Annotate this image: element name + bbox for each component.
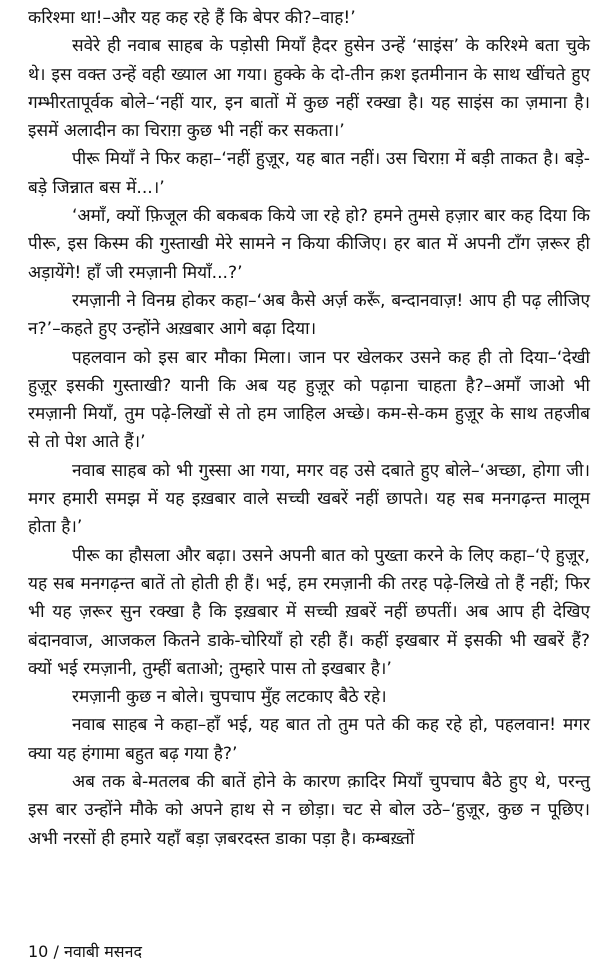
paragraph-10: नवाब साहब ने कहा–हाँ भई, यह बात तो तुम पते की कह रहे हो, पहलवान! मगर क्या यह हंगामा बहुत बढ़ गया है?’ bbox=[28, 715, 590, 764]
page-body bbox=[28, 4, 590, 853]
paragraph-5: रमज़ानी ने विनम्र होकर कहा–‘अब कैसे अर्ज़ करूँ, बन्दानवाज़! आप ही पढ़ लीजिए न?’–कहते हुए उन्होंने अख़बार आगे बढ़ा दिया। bbox=[28, 290, 590, 340]
page-number: 10 bbox=[28, 942, 49, 961]
footer-separator: / bbox=[53, 942, 59, 961]
page-footer bbox=[28, 940, 142, 964]
paragraph-7: नवाब साहब को भी गुस्सा आ गया, मगर वह उसे दबाते हुए बोले–‘अच्छा, होगा जी। मगर हमारी समझ में यह इख़बार वाले सच्ची खबरें नहीं छापते। यह सब मनगढ़न्त मालूम होता है।’ bbox=[28, 460, 590, 538]
book-title: नवाबी मसनद bbox=[63, 942, 142, 961]
paragraph-11: अब तक बे-मतलब की बातें होने के कारण क़ादिर मियाँ चुपचाप बैठे हुए थे, परन्तु इस बार उन्होंने मौके को अपने हाथ से न छोड़ा। चट से बोल उठे–‘हुज़ूर, कुछ न पूछिए। अभी नरसों ही हमारे यहाँ बड़ा ज़बरदस्त डाका पड़ा है। कम्बख़्तों bbox=[28, 772, 590, 849]
paragraph-2: सवेरे ही नवाब साहब के पड़ोसी मियाँ हैदर हुसेन उन्हें ‘साइंस’ के करिश्मे बता चुके थे। इस वक्त उन्हें वही ख्याल आ गया। हुक्के के दो-तीन क़श इतमीनान के साथ खींचते हुए गम्भीरतापूर्वक बोले–‘नहीं यार, इन बातों में कुछ नहीं रक्खा है। यह साइंस का ज़माना है। इसमें अलादीन का चिराग़ कुछ भी नहीं कर सकता।’ bbox=[28, 36, 590, 142]
paragraph-6: पहलवान को इस बार मौका मिला। जान पर खेलकर उसने कह ही तो दिया–‘देखी हुज़ूर इसकी गुस्ताखी? यानी कि अब यह हुज़ूर को पढ़ाना चाहता है?–अमाँ जाओ भी रमज़ानी मियाँ, तुम पढ़े-लिखों से तो हम जाहिल अच्छे। कम-से-कम हुज़ूर के साथ तहजीब से तो पेश आते हैं।’ bbox=[28, 347, 590, 453]
paragraph-8: पीरू का हौसला और बढ़ा। उसने अपनी बात को पुख्ता करने के लिए कहा–‘ऐ हुज़ूर, यह सब मनगढ़न्त बातें तो होती ही हैं। भई, हम रमज़ानी की तरह पढ़े-लिखे तो हैं नहीं; फिर भी यह ज़रूर सुन रक्खा है कि इख़बार में सच्ची ख़बरें नहीं छपतीं। अब आप ही देखिए बंदानवाज, आजकल कितने डाके-चोरियाँ हो रही हैं। कहीं इखबार में इसकी भी खबरें हैं? क्यों भई रमज़ानी, तुम्हीं बताओ; तुम्हारे पास तो इखबार है।’ bbox=[28, 545, 590, 679]
paragraph-3: पीरू मियाँ ने फिर कहा–‘नहीं हुज़ूर, यह बात नहीं। उस चिराग़ में बड़ी ताकत है। बड़े-बड़े जिन्नात बस में...।’ bbox=[28, 149, 590, 198]
paragraph-4: ‘अमाँ, क्यों फ़िजूल की बकबक किये जा रहे हो? हमने तुमसे हज़ार बार कह दिया कि पीरू, इस किस्म की गुस्ताखी मेरे सामने न किया कीजिए। हर बात में अपनी टाँग ज़रूर ही अड़ायेंगे! हाँ जी रमज़ानी मियाँ...?’ bbox=[28, 206, 590, 283]
paragraph-9: रमज़ानी कुछ न बोले। चुपचाप मुँह लटकाए बैठे रहे। bbox=[72, 687, 387, 708]
paragraph-1: करिश्मा था!–और यह कह रहे हैं कि बेपर की?–वाह!’ bbox=[28, 8, 356, 28]
